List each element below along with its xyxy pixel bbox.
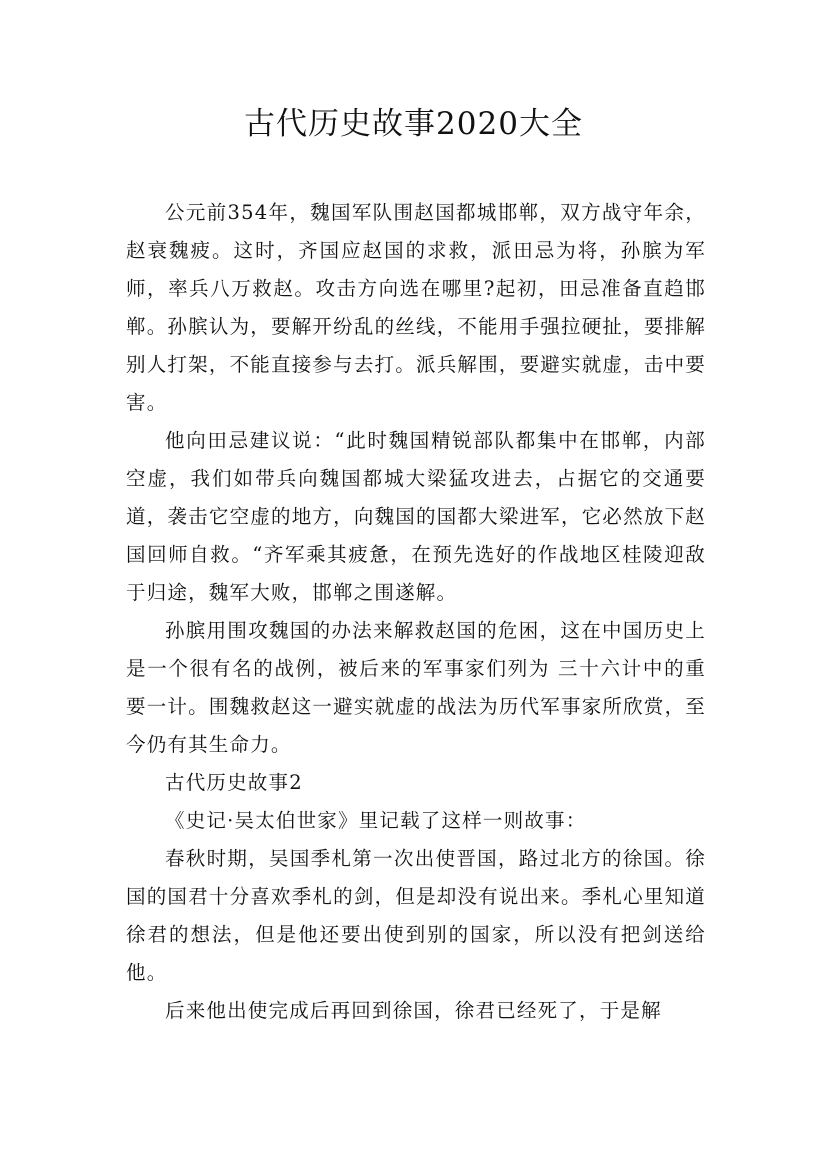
paragraph-4: 《史记·吴太伯世家》里记载了这样一则故事：: [165, 809, 587, 832]
document-title: 古代历史故事2020大全: [244, 106, 583, 142]
paragraph-1: 公元前354年，魏国军队围赵国都城邯郸，双方战守年余，赵衰魏疲。这时，齐国应赵国的求救，派田忌为将，孙膑为军师，率兵八万救赵。攻击方向选在哪里?起初，田忌准备直趋邯郸。孙膑认为，要解开纷乱的丝线，不能用手强拉硬扯，要排解别人打架，不能直接参与去打。派兵解围，要避实就虚，击中要害。: [126, 201, 706, 414]
document-body: [126, 194, 706, 1030]
section-heading-story-2: 古代历史故事2: [165, 771, 303, 794]
paragraph-5: 春秋时期，吴国季札第一次出使晋国，路过北方的徐国。徐国的国君十分喜欢季札的剑，但是却没有说出来。季札心里知道徐君的想法，但是他还要出使到别的国家，所以没有把剑送给他。: [126, 847, 706, 984]
paragraph-6: 后来他出使完成后再回到徐国，徐君已经死了，于是解: [165, 999, 662, 1022]
paragraph-2: 他向田忌建议说：“此时魏国精锐部队都集中在邯郸，内部空虚，我们如带兵向魏国都城大梁猛攻进去，占据它的交通要道，袭击它空虚的地方，向魏国的国都大梁进军，它必然放下赵国回师自救。“齐军乘其疲惫，在预先选好的作战地区桂陵迎敌于归途，魏军大败，邯郸之围遂解。: [126, 429, 706, 604]
paragraph-3: 孙膑用围攻魏国的办法来解救赵国的危困，这在中国历史上是一个很有名的战例，被后来的军事家们列为 三十六计中的重要一计。围魏救赵这一避实就虚的战法为历代军事家所欣赏，至今仍有其生命力。: [126, 619, 706, 756]
